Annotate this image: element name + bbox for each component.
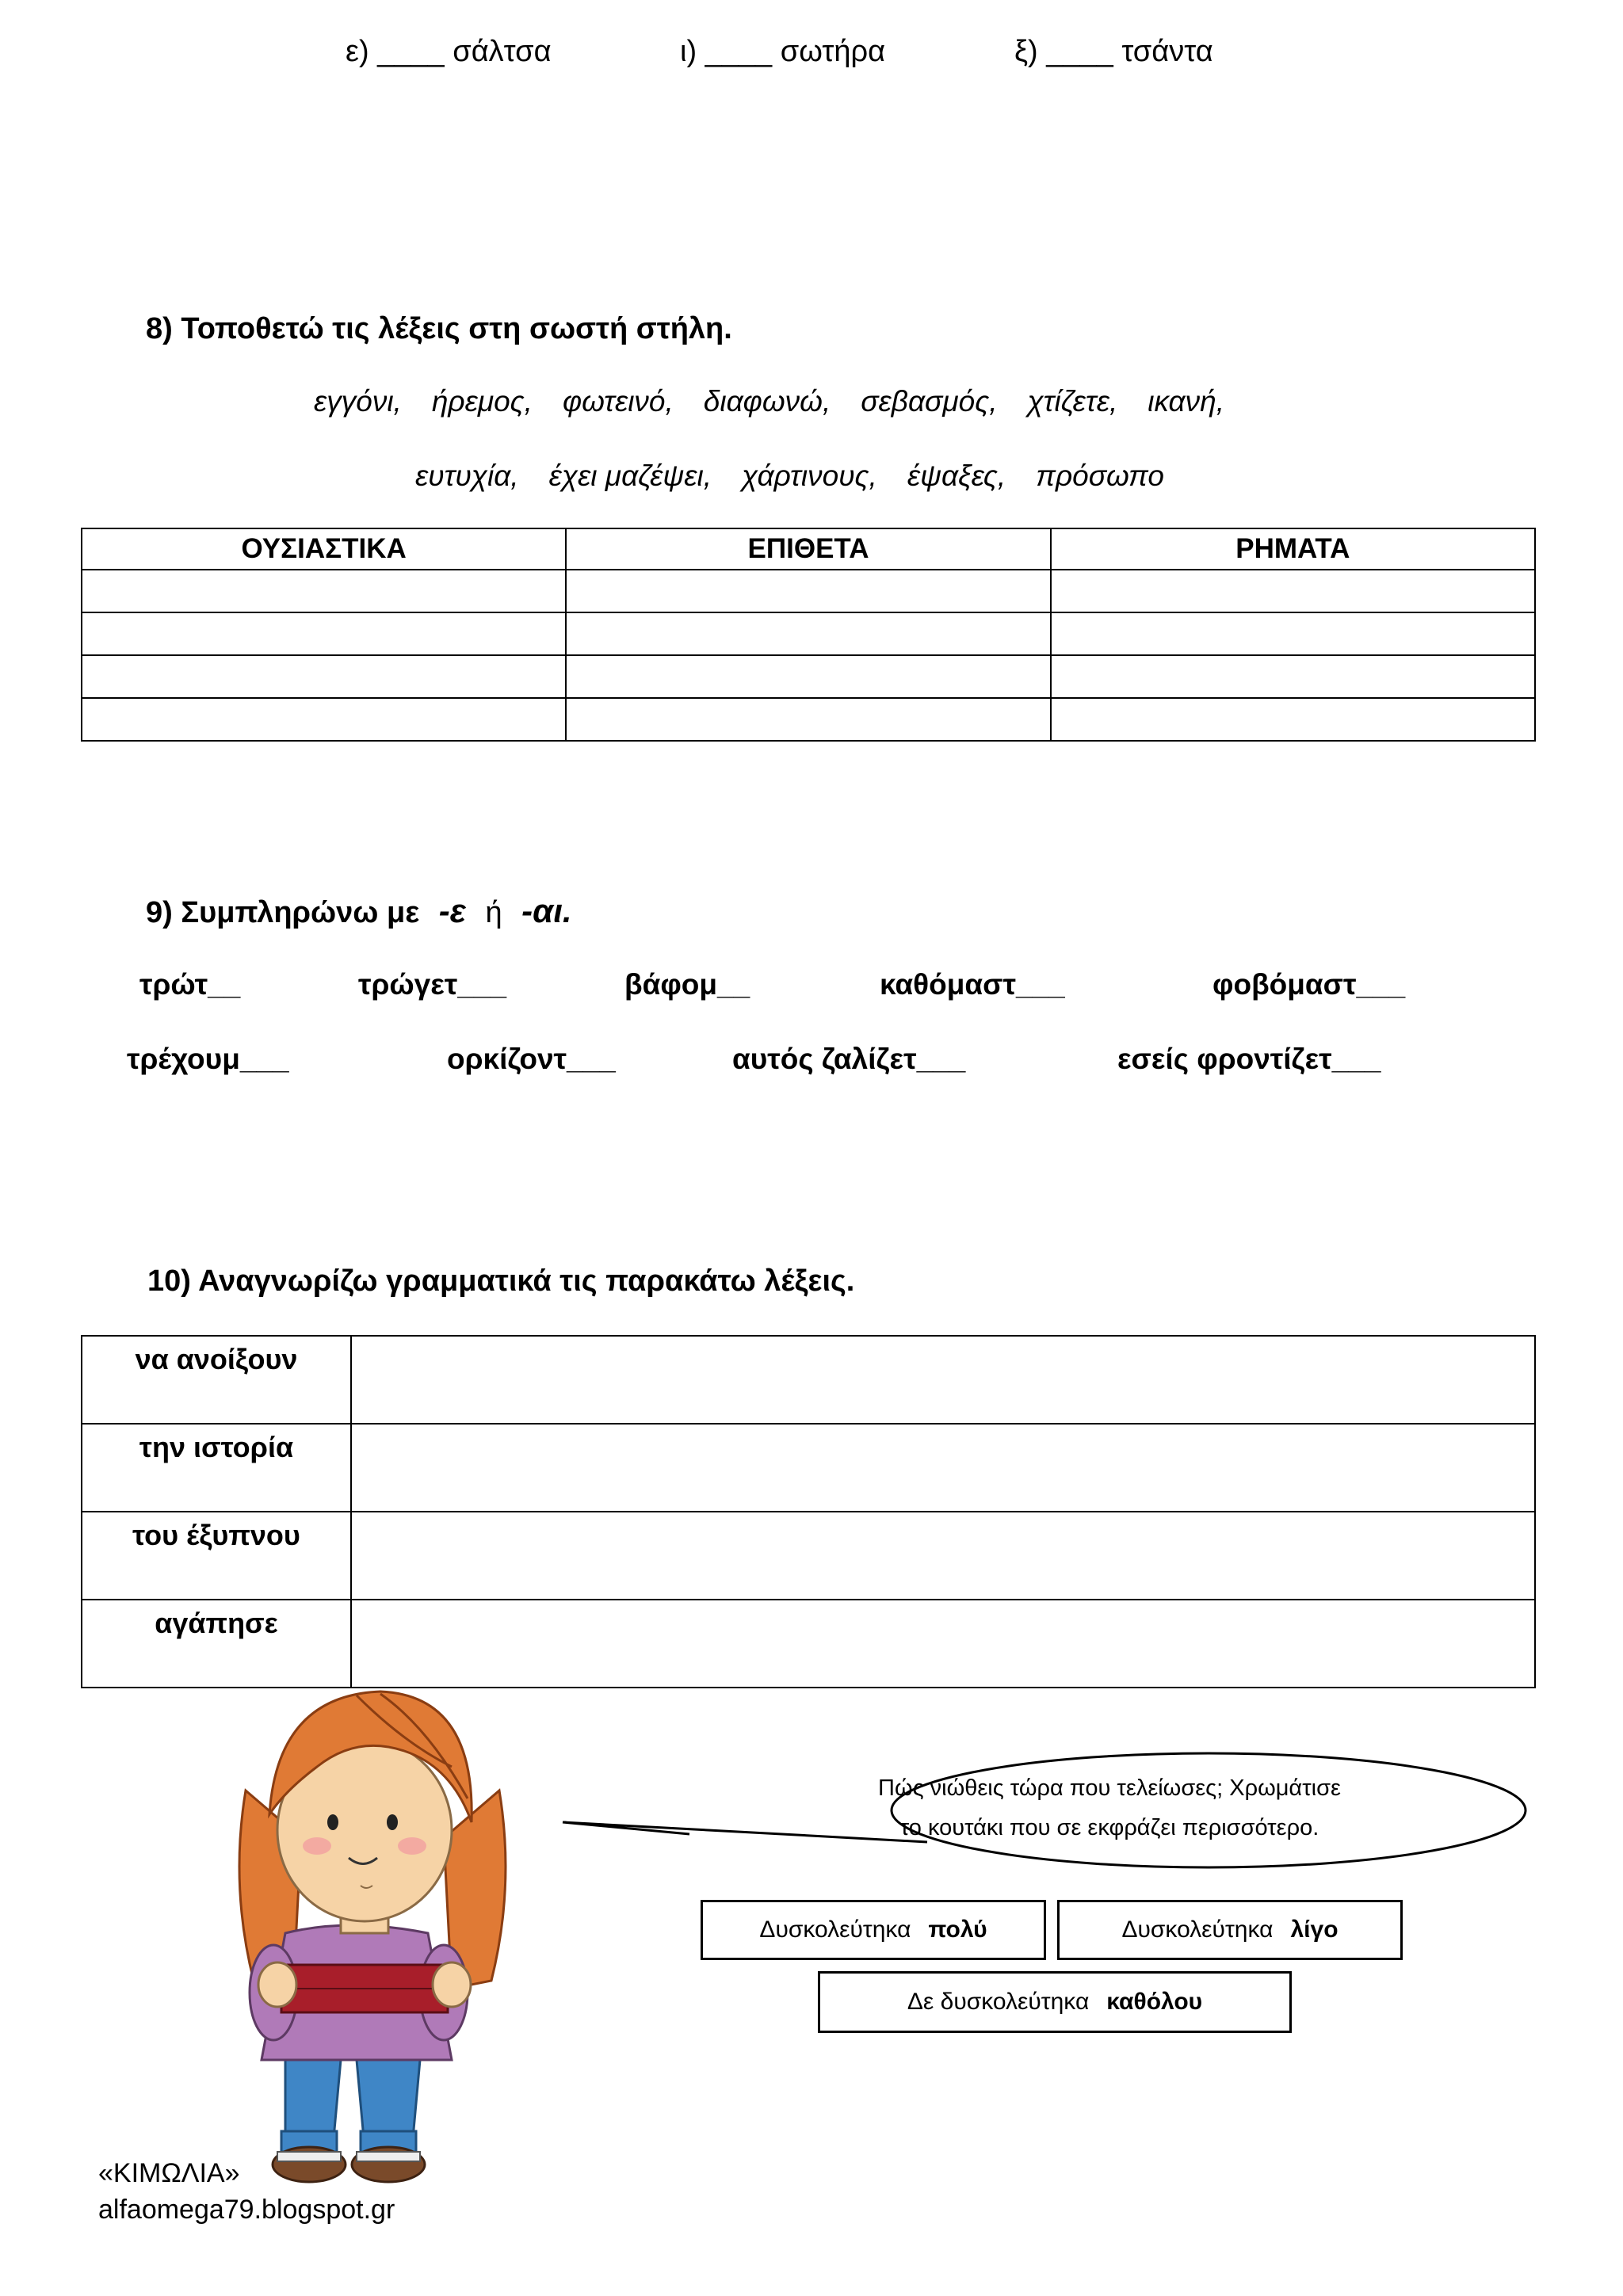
column-header-verbs: ΡΗΜΑΤΑ	[1051, 528, 1535, 570]
word-label: την ιστορία	[82, 1424, 351, 1512]
answer-cell[interactable]	[351, 1600, 1535, 1688]
q8-title: 8) Τοποθετώ τις λέξεις στη σωστή στήλη.	[146, 312, 732, 345]
feedback-option-text: Δε δυσκολεύτηκα	[907, 1989, 1090, 2015]
word: χτίζετε,	[1027, 385, 1118, 418]
answer-cell[interactable]	[82, 570, 566, 612]
q9-option-ai: -αι.	[521, 892, 572, 929]
q9-title	[146, 892, 572, 930]
feedback-option-not-hard[interactable]	[818, 1971, 1292, 2033]
word: ήρεμος,	[431, 385, 533, 418]
feedback-option-strong: λίγο	[1290, 1917, 1338, 1943]
q9-option-e: -ε	[438, 892, 466, 929]
fill-blank-word[interactable]: φοβόμαστ___	[1212, 968, 1406, 1001]
speech-bubble-line: το κουτάκι που σε εκφράζει περισσότερο.	[899, 1815, 1319, 1840]
answer-cell[interactable]	[1051, 655, 1535, 698]
footer-site: alfaomega79.blogspot.gr	[98, 2195, 395, 2225]
word-label: του έξυπνου	[82, 1512, 351, 1600]
feedback-option-strong: καθόλου	[1106, 1989, 1203, 2015]
table-header-row	[82, 528, 1535, 570]
item-ks: ξ) ____ τσάντα	[1014, 35, 1213, 68]
table-row	[82, 655, 1535, 698]
answer-cell[interactable]	[566, 612, 1050, 655]
fill-blank-word[interactable]: τρώγετ___	[358, 968, 507, 1001]
word: έχει μαζέψει,	[548, 460, 712, 492]
answer-cell[interactable]	[1051, 698, 1535, 741]
column-header-adjectives: ΕΠΙΘΕΤΑ	[566, 528, 1050, 570]
footer-brand: «ΚΙΜΩΛΙΑ»	[98, 2158, 240, 2188]
word-label: αγάπησε	[82, 1600, 351, 1688]
item-e: ε) ____ σάλτσα	[346, 35, 552, 68]
grammar-analysis-table	[81, 1335, 1536, 1688]
q8-word-bank-line2	[415, 460, 1194, 493]
table-row	[82, 570, 1535, 612]
word: ικανή,	[1148, 385, 1224, 418]
speech-bubble-line: Πώς νιώθεις τώρα που τελείωσες; Χρωμάτισε	[878, 1775, 1341, 1801]
word: διαφωνώ,	[703, 385, 831, 418]
fill-blank-word[interactable]: τρώτ__	[139, 968, 241, 1001]
table-row	[82, 698, 1535, 741]
q10-title: 10) Αναγνωρίζω γραμματικά τις παρακάτω λέξεις.	[147, 1264, 855, 1298]
fill-blank-word[interactable]: ορκίζοντ___	[447, 1043, 616, 1075]
feedback-option-text: Δυσκολεύτηκα	[759, 1917, 911, 1943]
feedback-option-text: Δυσκολεύτηκα	[1121, 1917, 1274, 1943]
table-row	[82, 1600, 1535, 1688]
table-row	[82, 1512, 1535, 1600]
answer-cell[interactable]	[566, 655, 1050, 698]
table-row	[82, 1424, 1535, 1512]
word-label: να ανοίξουν	[82, 1336, 351, 1424]
word-category-table	[81, 528, 1536, 742]
table-row	[82, 612, 1535, 655]
answer-cell[interactable]	[82, 698, 566, 741]
fill-blank-word[interactable]: εσείς φροντίζετ___	[1117, 1043, 1381, 1075]
fill-blank-word[interactable]: καθόμαστ___	[880, 968, 1065, 1001]
speech-bubble-text	[713, 1768, 1506, 1848]
word: έψαξες,	[907, 460, 1006, 492]
q9-or: ή	[485, 896, 502, 929]
answer-cell[interactable]	[351, 1424, 1535, 1512]
answer-cell[interactable]	[351, 1512, 1535, 1600]
fill-blank-word[interactable]: αυτός ζαλίζετ___	[732, 1043, 966, 1075]
answer-cell[interactable]	[566, 570, 1050, 612]
feedback-option-strong: πολύ	[928, 1917, 987, 1943]
answer-cell[interactable]	[566, 698, 1050, 741]
word: πρόσωπο	[1036, 460, 1164, 492]
answer-cell[interactable]	[351, 1336, 1535, 1424]
feedback-option-little-hard[interactable]	[1057, 1900, 1403, 1960]
word: εγγόνι,	[314, 385, 402, 418]
column-header-nouns: ΟΥΣΙΑΣΤΙΚΑ	[82, 528, 566, 570]
girl-illustration	[198, 1680, 547, 2203]
word: σεβασμός,	[861, 385, 998, 418]
answer-cell[interactable]	[1051, 612, 1535, 655]
item-i: ι) ____ σωτήρα	[680, 35, 886, 68]
answer-cell[interactable]	[1051, 570, 1535, 612]
q9-title-text: 9) Συμπληρώνω με	[146, 896, 420, 929]
word: ευτυχία,	[415, 460, 519, 492]
q8-word-bank-line1	[314, 385, 1254, 418]
word: χάρτινους,	[742, 460, 877, 492]
footer-credit	[98, 2155, 395, 2228]
fill-blank-word[interactable]: τρέχουμ___	[127, 1043, 289, 1075]
answer-cell[interactable]	[82, 655, 566, 698]
table-row	[82, 1336, 1535, 1424]
fill-blank-word[interactable]: βάφομ__	[624, 968, 750, 1001]
feedback-option-very-hard[interactable]	[701, 1900, 1046, 1960]
word: φωτεινό,	[562, 385, 674, 418]
answer-cell[interactable]	[82, 612, 566, 655]
